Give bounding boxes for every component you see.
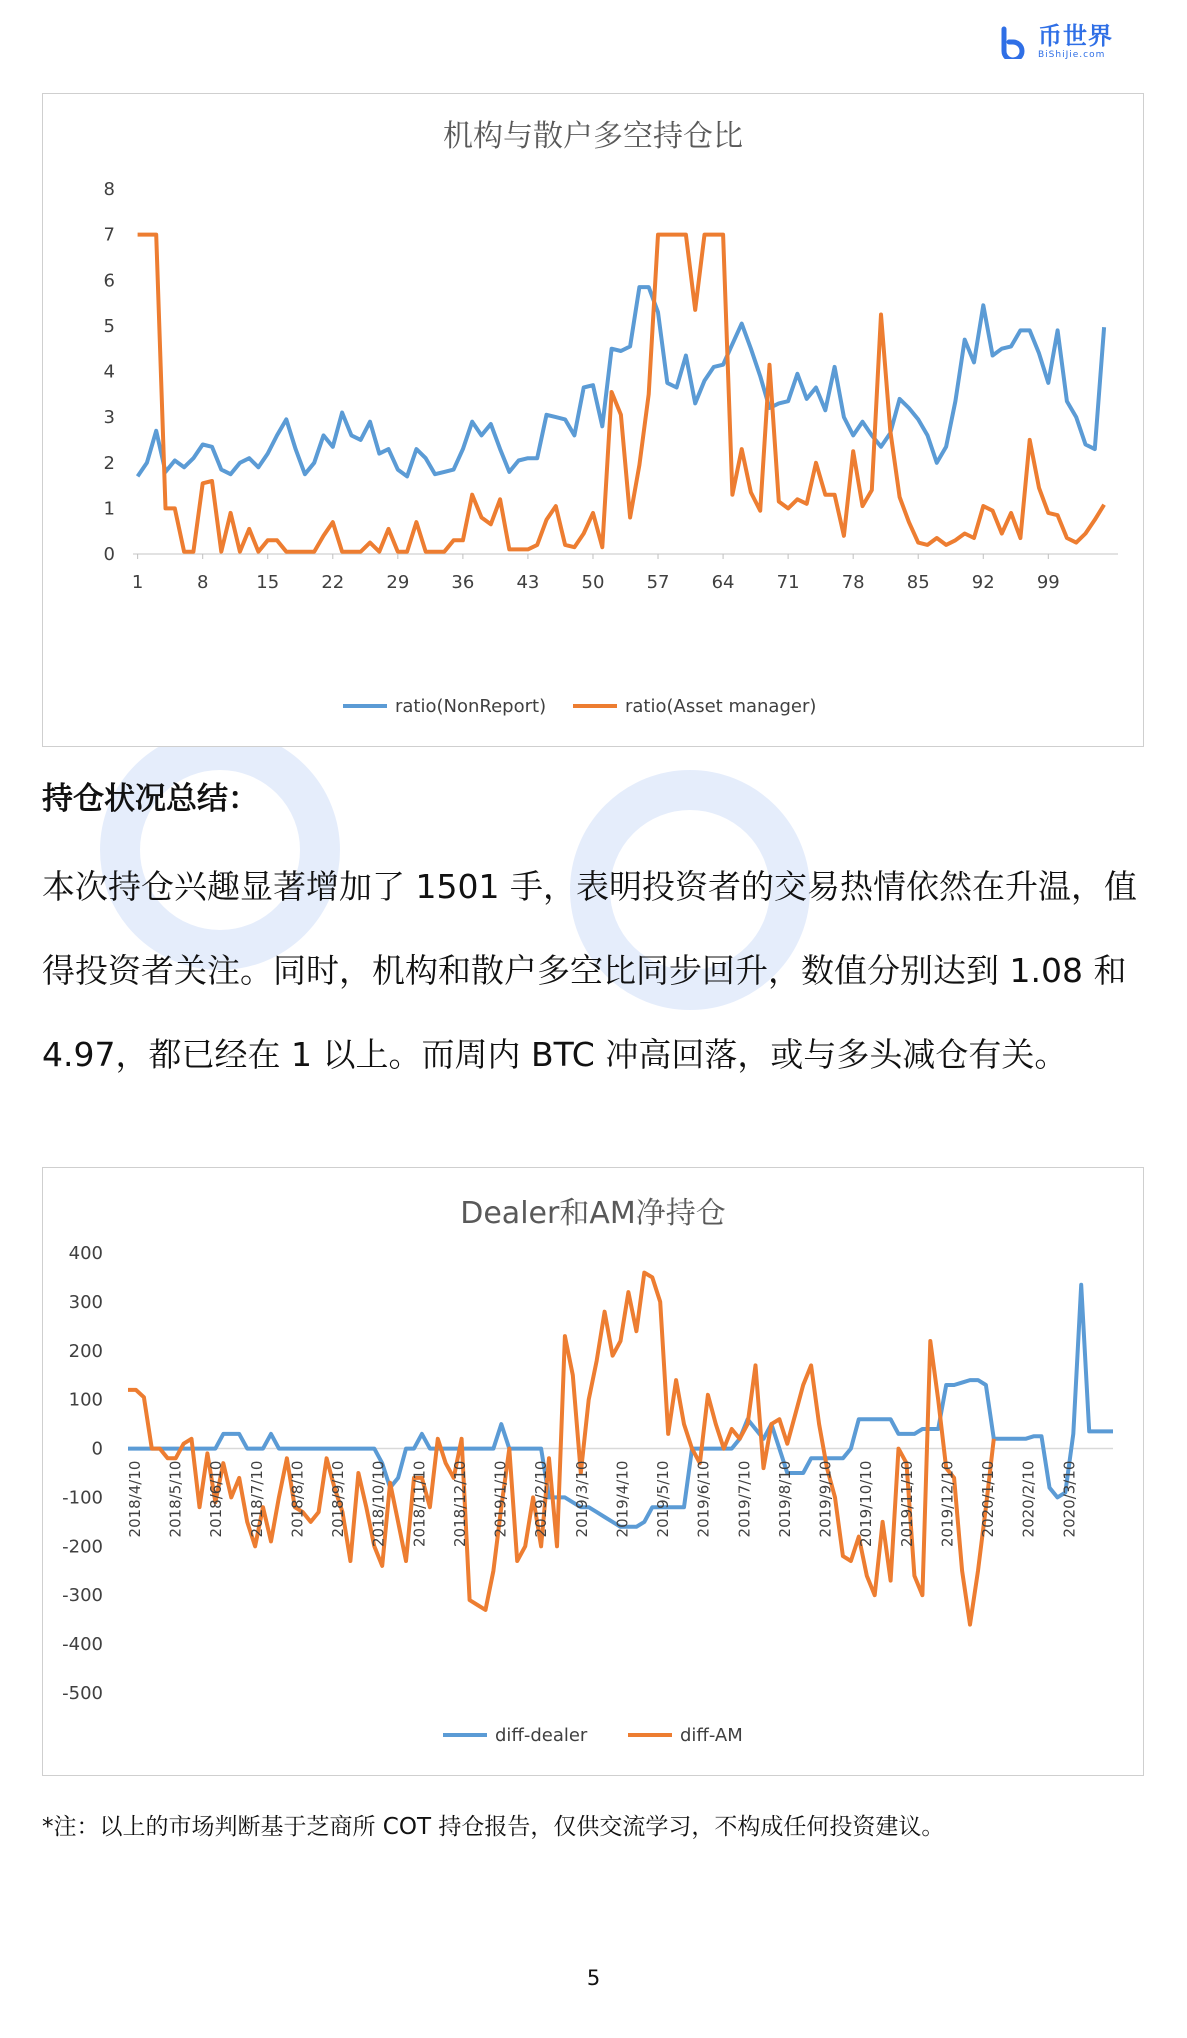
brand-logo [996, 24, 1113, 60]
y-tick-label: -300 [62, 1585, 103, 1607]
summary-paragraph: 本次持仓兴趣显著增加了 1501 手，表明投资者的交易热情依然在升温，值得投资者关注。同时，机构和散户多空比同步回升，数值分别达到 1.08 和 4.97，都已经在 1 以上。而周内 BTC 冲高回落，或与多头减仓有关。 [42, 867, 1137, 1074]
x-tick-label: 50 [581, 572, 605, 593]
x-tick-label: 15 [256, 572, 280, 593]
brand-domain: BiShiJie.com [1038, 50, 1106, 60]
y-tick-label: 6 [103, 270, 115, 292]
legend-label: ratio(Asset manager) [625, 696, 817, 717]
x-tick-label: 8 [196, 572, 209, 593]
y-tick-label: -100 [62, 1487, 103, 1509]
y-tick-label: 300 [68, 1291, 103, 1313]
x-date-label: 2018/4/10 [126, 1460, 144, 1538]
y-tick-label: 0 [91, 1438, 103, 1460]
x-tick-label: 78 [841, 572, 865, 593]
legend-label: diff-AM [680, 1725, 743, 1746]
legend-label: diff-dealer [495, 1725, 588, 1746]
x-date-label: 2018/10/10 [369, 1460, 388, 1548]
x-date-label: 2019/10/10 [857, 1460, 876, 1548]
x-date-label: 2019/9/10 [816, 1460, 835, 1538]
y-tick-label: 1 [103, 498, 115, 520]
net-position-chart [42, 1167, 1144, 1776]
x-tick-label: 57 [646, 572, 670, 593]
y-tick-label: 100 [68, 1389, 103, 1411]
net-position-chart-plot [43, 1168, 1143, 1775]
chart-title: Dealer和AM净持仓 [460, 1196, 726, 1231]
legend-label: ratio(NonReport) [395, 696, 547, 717]
x-date-label: 2019/11/10 [897, 1460, 916, 1548]
x-date-label: 2018/9/10 [329, 1460, 348, 1538]
y-tick-label: -400 [62, 1634, 103, 1656]
brand-name: 币世界 [1038, 22, 1113, 50]
x-tick-label: 99 [1036, 572, 1060, 593]
x-tick-label: 22 [321, 572, 345, 593]
x-date-label: 2018/11/10 [410, 1460, 429, 1548]
x-tick-label: 92 [971, 572, 995, 593]
page-number: 5 [586, 1966, 601, 1990]
y-tick-label: 400 [68, 1243, 103, 1264]
x-tick-label: 85 [906, 572, 930, 593]
series-line-asset-manager [138, 235, 1105, 552]
x-tick-label: 36 [451, 572, 475, 593]
x-date-label: 2019/3/10 [572, 1460, 591, 1538]
x-date-label: 2020/1/10 [979, 1460, 998, 1538]
x-tick-label: 71 [776, 572, 800, 593]
y-tick-label: 0 [103, 544, 115, 565]
series-line-nonreport [138, 287, 1105, 476]
x-date-label: 2018/6/10 [207, 1460, 226, 1538]
y-tick-label: 200 [68, 1340, 103, 1362]
x-date-label: 2019/1/10 [491, 1460, 510, 1538]
x-date-label: 2019/5/10 [654, 1460, 673, 1538]
x-tick-label: 64 [711, 572, 735, 593]
x-tick-label: 29 [386, 572, 410, 593]
x-date-label: 2019/6/10 [694, 1460, 713, 1538]
x-date-label: 2019/8/10 [776, 1460, 794, 1538]
x-date-label: 2019/12/10 [938, 1460, 957, 1548]
x-date-label: 2019/7/10 [735, 1460, 754, 1538]
chart-title: 机构与散户多空持仓比 [443, 119, 743, 154]
y-tick-label: 4 [103, 361, 115, 383]
y-tick-label: 2 [103, 452, 115, 474]
x-date-label: 2020/2/10 [1019, 1460, 1038, 1538]
y-tick-label: 7 [103, 224, 115, 246]
y-tick-label: 8 [103, 179, 115, 200]
x-date-label: 2018/7/10 [247, 1460, 266, 1538]
x-date-label: 2018/12/10 [451, 1460, 469, 1548]
x-date-label: 2019/4/10 [613, 1460, 632, 1538]
x-date-label: 2019/2/10 [532, 1460, 551, 1538]
y-tick-label: -500 [62, 1683, 103, 1704]
ratio-chart [42, 93, 1144, 747]
x-date-label: 2018/5/10 [166, 1460, 185, 1538]
x-date-label: 2018/8/10 [288, 1460, 307, 1538]
ratio-chart-plot [43, 94, 1143, 746]
x-tick-label: 1 [131, 572, 144, 593]
brand-mark-icon [996, 25, 1030, 59]
y-tick-label: -200 [62, 1536, 103, 1558]
disclaimer-note: *注：以上的市场判断基于芝商所 COT 持仓报告，仅供交流学习，不构成任何投资建议。 [42, 1814, 945, 1840]
y-tick-label: 3 [103, 407, 115, 429]
y-tick-label: 5 [103, 315, 115, 337]
x-tick-label: 43 [516, 572, 540, 593]
summary-heading: 持仓状况总结： [42, 781, 259, 817]
x-date-label: 2020/3/10 [1060, 1460, 1079, 1538]
